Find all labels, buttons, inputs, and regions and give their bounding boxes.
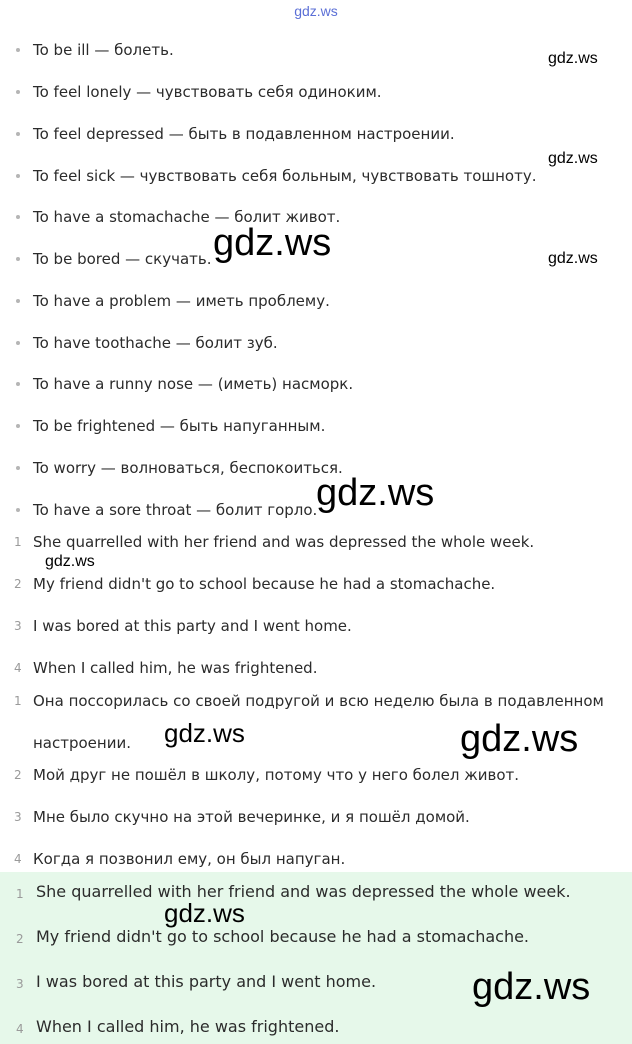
watermark: gdz.ws	[316, 472, 435, 514]
watermark: gdz.ws	[164, 718, 245, 748]
watermark: gdz.ws	[164, 898, 245, 928]
watermark: gdz.ws	[548, 150, 598, 167]
bullet-icon	[16, 132, 20, 136]
bullet-icon	[16, 90, 20, 94]
bullet-icon	[16, 48, 20, 52]
site-name[interactable]: gdz.ws	[294, 3, 338, 19]
bullet-icon	[16, 424, 20, 428]
bullet-icon	[16, 174, 20, 178]
bullet-icon	[16, 341, 20, 345]
bullet-icon	[16, 466, 20, 470]
bullet-icon	[16, 382, 20, 386]
watermark: gdz.ws	[472, 966, 591, 1008]
bullet-icon	[16, 257, 20, 261]
bullet-icon	[16, 508, 20, 512]
watermark: gdz.ws	[45, 553, 95, 570]
answer-box: 1 She quarrelled with her friend and was depressed the whole week. 2 My friend didn't go to school because he had a stomachache. 3 I was bored at this party and I went home. 4 When I called him, he was frightened.	[0, 872, 632, 1044]
bullet-icon	[16, 299, 20, 303]
watermark: gdz.ws	[213, 222, 332, 264]
watermark: gdz.ws	[548, 50, 598, 67]
watermark: gdz.ws	[548, 250, 598, 267]
watermark: gdz.ws	[460, 718, 579, 760]
bullet-icon	[16, 215, 20, 219]
